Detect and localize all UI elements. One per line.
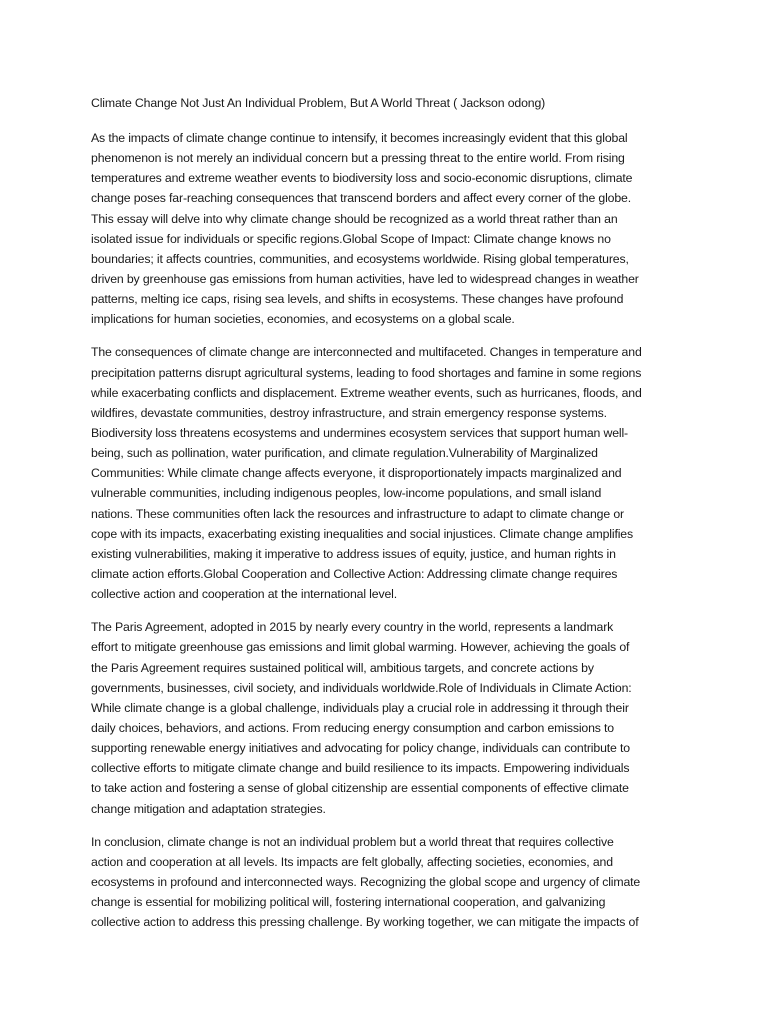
- text-line: temperatures and extreme weather events to biodiversity loss and socio-economic disruptions, climate: [91, 171, 633, 186]
- text-line: change mitigation and adaptation strategies.: [91, 801, 326, 816]
- paragraph: [91, 128, 683, 329]
- text-line: phenomenon is not merely an individual concern but a pressing threat to the entire world. From rising: [91, 151, 625, 166]
- text-line: change poses far-reaching consequences that transcend borders and affect every corner of the globe.: [91, 191, 631, 206]
- paragraph-list: [91, 128, 683, 932]
- text-line: collective efforts to mitigate climate change and build resilience to its impacts. Empowering individuals: [91, 761, 630, 776]
- text-line: ecosystems in profound and interconnected ways. Recognizing the global scope and urgency of climate: [91, 874, 641, 889]
- text-line: collective action to address this pressing challenge. By working together, we can mitigate the impacts of: [91, 915, 639, 930]
- paragraph: [91, 832, 683, 933]
- text-line: vulnerable communities, including indigenous peoples, low-income populations, and small island: [91, 486, 602, 501]
- text-line: while exacerbating conflicts and displacement. Extreme weather events, such as hurricanes, floods, and: [91, 385, 642, 400]
- document-title: Climate Change Not Just An Individual Problem, But A World Threat ( Jackson odong): [91, 96, 546, 110]
- text-line: existing vulnerabilities, making it imperative to address issues of equity, justice, and human rights in: [91, 546, 616, 561]
- text-line: climate action efforts.Global Cooperation and Collective Action: Addressing climate change requires: [91, 566, 618, 581]
- text-line: supporting renewable energy initiatives and advocating for policy change, individuals can contribute to: [91, 741, 630, 756]
- paragraph: [91, 342, 683, 604]
- text-line: The consequences of climate change are interconnected and multifaceted. Changes in temperature and: [91, 345, 642, 360]
- text-line: Communities: While climate change affects everyone, it disproportionately impacts marginalized and: [91, 466, 622, 481]
- text-line: This essay will delve into why climate change should be recognized as a world threat rather than an: [91, 211, 618, 226]
- text-line: precipitation patterns disrupt agricultural systems, leading to food shortages and famine in some regions: [91, 365, 642, 380]
- document-body: [91, 93, 683, 945]
- text-line: cope with its impacts, exacerbating existing inequalities and social injustices. Climate change amplifies: [91, 526, 633, 541]
- text-line: As the impacts of climate change continue to intensify, it becomes increasingly evident that this global: [91, 131, 628, 145]
- text-line: being, such as pollination, water purification, and climate regulation.Vulnerability of Marginalized: [91, 446, 598, 461]
- text-line: patterns, melting ice caps, rising sea levels, and shifts in ecosystems. These changes have profound: [91, 292, 624, 307]
- text-line: wildfires, devastate communities, destroy infrastructure, and strain emergency response systems.: [91, 405, 607, 420]
- text-line: While climate change is a global challenge, individuals play a crucial role in addressing it through their: [91, 700, 629, 715]
- text-line: nations. These communities often lack the resources and infrastructure to adapt to climate change or: [91, 506, 624, 521]
- text-line: change is essential for mobilizing political will, fostering international cooperation, and galvanizing: [91, 895, 606, 910]
- text-line: isolated issue for individuals or specific regions.Global Scope of Impact: Climate change knows no: [91, 231, 611, 246]
- text-line: In conclusion, climate change is not an individual problem but a world threat that requires collective: [91, 834, 614, 849]
- text-line: governments, businesses, civil society, and individuals worldwide.Role of Individuals in Climate Action:: [91, 680, 632, 695]
- text-line: daily choices, behaviors, and actions. From reducing energy consumption and carbon emissions to: [91, 720, 615, 735]
- text-line: to take action and fostering a sense of global citizenship are essential components of effective climate: [91, 781, 629, 796]
- text-line: collective action and cooperation at the international level.: [91, 587, 397, 602]
- text-line: boundaries; it affects countries, communities, and ecosystems worldwide. Rising global temperatures,: [91, 251, 629, 266]
- text-line: driven by greenhouse gas emissions from human activities, have led to widespread changes in weather: [91, 271, 639, 286]
- text-line: action and cooperation at all levels. Its impacts are felt globally, affecting societies, economies, and: [91, 854, 613, 869]
- paragraph: [91, 617, 683, 818]
- text-line: The Paris Agreement, adopted in 2015 by nearly every country in the world, represents a landmark: [91, 620, 614, 635]
- text-line: effort to mitigate greenhouse gas emissions and limit global warming. However, achieving the goals of: [91, 640, 630, 655]
- text-line: implications for human societies, economies, and ecosystems on a global scale.: [91, 312, 515, 327]
- text-line: Biodiversity loss threatens ecosystems and undermines ecosystem services that support human well-: [91, 425, 629, 440]
- text-line: the Paris Agreement requires sustained political will, ambitious targets, and concrete actions by: [91, 660, 594, 675]
